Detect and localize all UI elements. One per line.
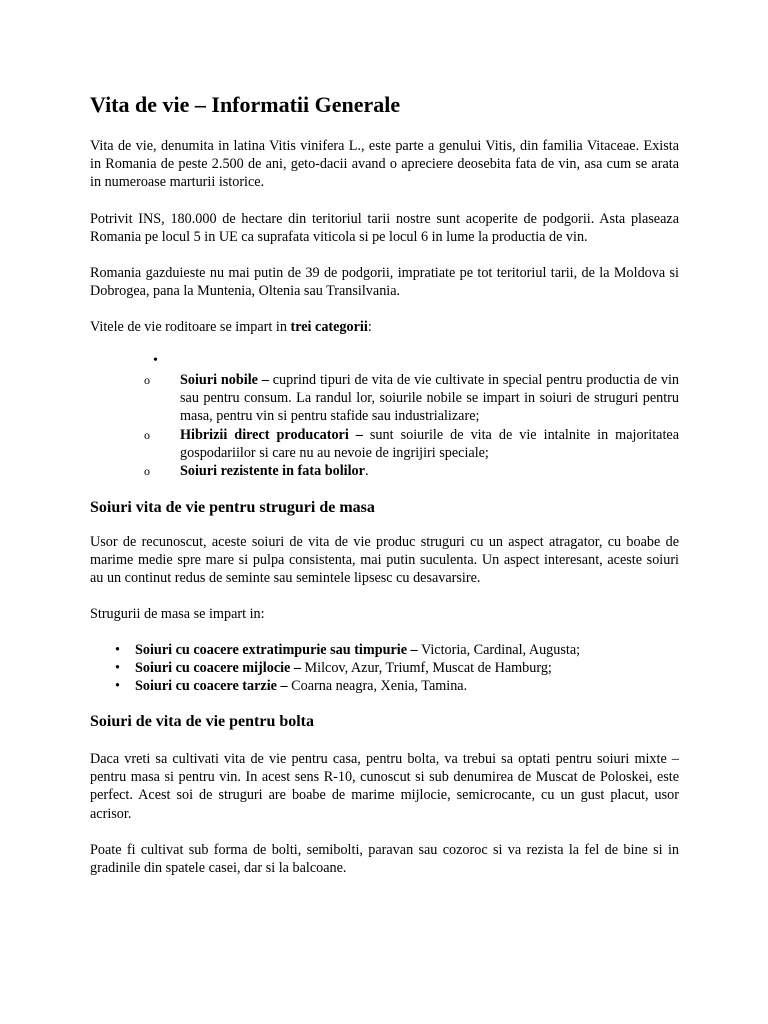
list-item-bold: Hibrizii direct producatori – bbox=[180, 426, 363, 443]
categories-intro-suffix: : bbox=[367, 319, 372, 335]
list-item-bold: Soiuri cu coacere extratimpurie sau timpurie – bbox=[135, 642, 418, 658]
arbor-growing-paragraph: Poate fi cultivat sub forma de bolti, semibolti, paravan sau cozoroc si va rezista la fel de bine si in gradinile din spatele casei, dar si la balcoane. bbox=[90, 842, 679, 877]
list-item bbox=[90, 659, 679, 677]
list-item-bold: Soiuri cu coacere tarzie – bbox=[135, 678, 288, 695]
list-item bbox=[90, 677, 679, 695]
vineyards-paragraph: Romania gazduieste nu mai putin de 39 de podgorii, impratiate pe tot teritoriul tarii, de la Moldova si Dobrogea, pana la Muntenia, Oltenia sau Transilvania. bbox=[90, 265, 679, 300]
list-marker: o bbox=[144, 373, 150, 387]
bullet-marker: • bbox=[115, 678, 120, 695]
categories-intro-bold: trei categorii bbox=[290, 319, 368, 335]
intro-paragraph: Vita de vie, denumita in latina Vitis vinifera L., este parte a genului Vitis, din familia Vitaceae. Exista in Romania de peste 2.500 de ani, geto-dacii avand o apreciere deosebita fata de vin, asa cum se arata in numeroase marturii istorice. bbox=[90, 138, 679, 191]
bullet-marker: • bbox=[115, 642, 120, 658]
section-heading-arbor: Soiuri de vita de vie pentru bolta bbox=[90, 713, 315, 730]
list-item-text: sunt soiurile de vita de vie intalnite in majoritatea gospodariilor si care nu au nevoie de ingrijiri speciale; bbox=[180, 426, 679, 461]
list-item-bold: Soiuri cu coacere mijlocie – bbox=[135, 660, 301, 677]
table-grapes-split-paragraph: Strugurii de masa se impart in: bbox=[90, 606, 265, 622]
table-grapes-list bbox=[90, 641, 679, 696]
page-title: Vita de vie – Informatii Generale bbox=[90, 92, 401, 117]
list-item bbox=[90, 641, 679, 659]
empty-bullet: • bbox=[153, 353, 158, 368]
bullet-marker: • bbox=[115, 660, 120, 677]
statistics-paragraph: Potrivit INS, 180.000 de hectare din teritoriul tarii nostre sunt acoperite de podgorii. Asta plaseaza Romania pe locul 5 in UE ca suprafata viticola si pe locul 6 in lume la productia de vin. bbox=[90, 211, 679, 246]
list-marker: o bbox=[144, 427, 150, 442]
categories-list bbox=[90, 371, 679, 480]
list-item-text: . bbox=[364, 463, 369, 480]
categories-intro-text: Vitele de vie roditoare se impart in bbox=[90, 319, 291, 335]
list-item-text: cuprind tipuri de vita de vie cultivate in special pentru productia de vin sau pentru consum. La randul lor, soiurile nobile se impart in soiuri de struguri pentru masa, pentru vin si pentru stafide sau industrializare; bbox=[180, 372, 679, 425]
list-item bbox=[90, 426, 679, 462]
table-grapes-paragraph: Usor de recunoscut, aceste soiuri de vita de vie produc struguri cu un aspect atragator, cu boabe de marime medie spre mare si pulpa consistenta, mai putin suculenta. Un aspect interesant, aceste soiuri au un continut redus de seminte sau semintele lipsesc cu desavarsire. bbox=[90, 534, 679, 587]
list-item bbox=[90, 462, 679, 480]
arbor-paragraph: Daca vreti sa cultivati vita de vie pentru casa, pentru bolta, va trebui sa optati pentru soiuri mixte – pentru masa si pentru vin. In acest sens R-10, cunoscut si sub denumirea de Muscat de Poloskei, este perfect. Acest soi de struguri are boabe de marime mijlocie, semicrocante, cu un gust placut, usor acrisor. bbox=[90, 751, 679, 822]
list-item-text: Milcov, Azur, Triumf, Muscat de Hamburg; bbox=[301, 660, 552, 677]
section-heading-table-grapes: Soiuri vita de vie pentru struguri de masa bbox=[90, 499, 375, 516]
list-item-bold: Soiuri rezistente in fata bolilor bbox=[180, 463, 365, 480]
list-item bbox=[90, 371, 679, 426]
list-marker: o bbox=[144, 464, 150, 479]
list-item-bold: Soiuri nobile – bbox=[180, 372, 269, 388]
list-item-text: Victoria, Cardinal, Augusta; bbox=[417, 642, 581, 658]
list-item-text: Coarna neagra, Xenia, Tamina. bbox=[287, 678, 468, 695]
categories-intro-paragraph bbox=[90, 318, 679, 336]
